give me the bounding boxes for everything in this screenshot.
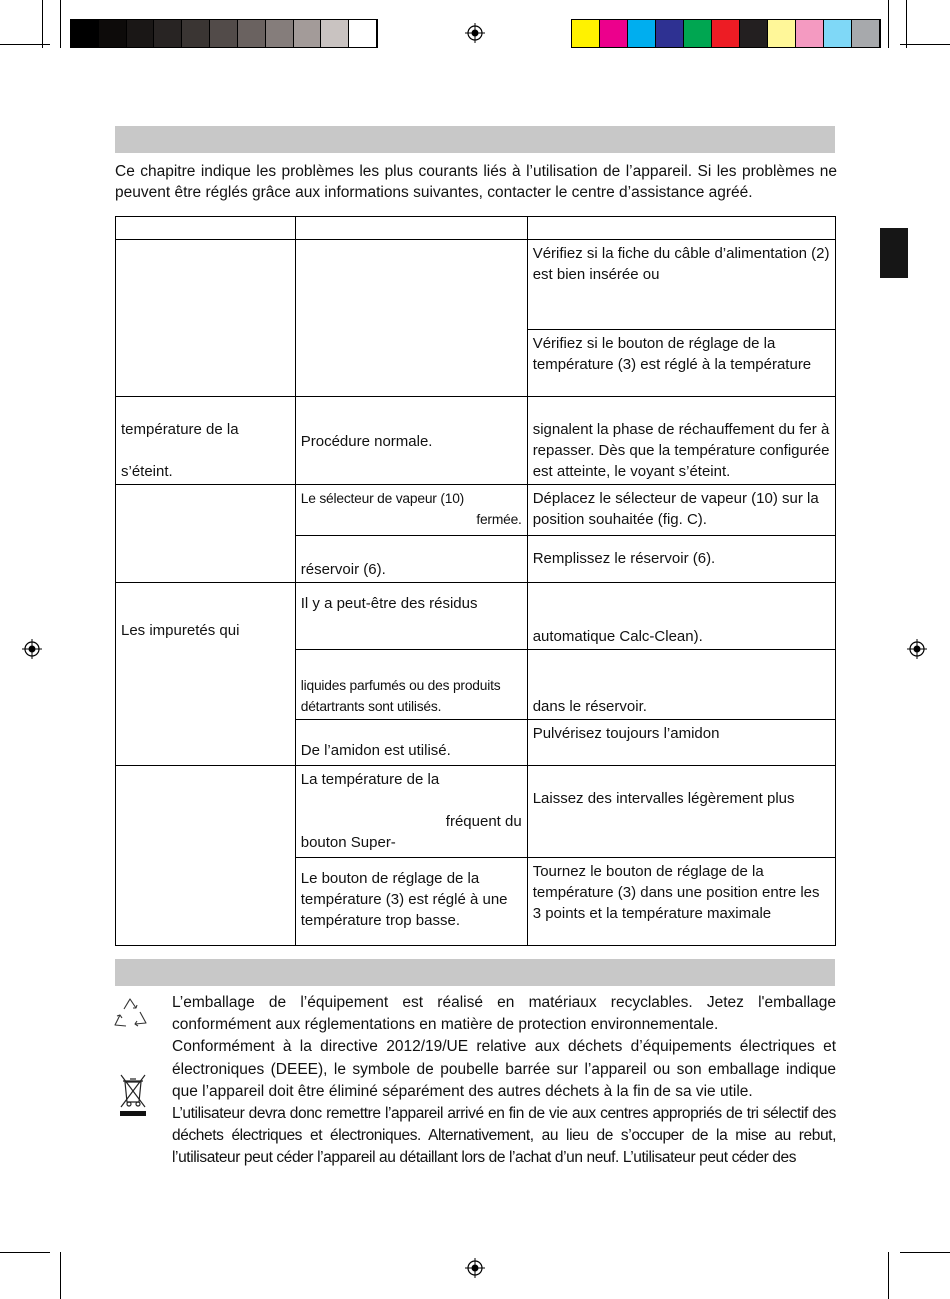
calibration-swatch: [712, 20, 740, 47]
header-cell-cause: [295, 217, 527, 240]
calibration-swatch: [572, 20, 600, 47]
problem-cell: Les impuretés qui: [116, 583, 296, 766]
calibration-swatch: [294, 20, 322, 47]
table-row: [116, 240, 836, 330]
cause-cell: [295, 766, 527, 858]
calibration-swatch: [266, 20, 294, 47]
disposal-section-header: [115, 959, 835, 986]
cause-text: fermée.: [476, 512, 522, 527]
cause-text: fréquent du: [445, 813, 522, 830]
solution-cell: signalent la phase de réchauffement du fer à repasser. Dès que la température configurée est atteinte, le voyant s’éteint.: [527, 397, 835, 485]
cause-cell: Il y a peut-être des résidus: [295, 583, 527, 650]
registration-mark-icon: [465, 1258, 485, 1278]
calibration-swatch: [71, 20, 99, 47]
troubleshooting-intro: Ce chapitre indique les problèmes les plus courants liés à l’utilisation de l’appareil. Si les problèmes ne peuvent être réglés grâce aux informations suivantes, contacter le centre d’assistance agréé.: [115, 163, 837, 201]
problem-cell: [116, 485, 296, 583]
cause-text: Le sélecteur de vapeur (10): [300, 491, 465, 506]
crop-mark: [906, 0, 907, 48]
solution-cell: Vérifiez si la fiche du câble d’alimentation (2) est bien insérée ou: [527, 240, 835, 330]
cause-text: détartrants sont utilisés.: [300, 699, 442, 714]
cause-text: La température de la: [300, 771, 440, 788]
troubleshooting-table: [115, 216, 836, 946]
cause-cell: Procédure normale.: [295, 397, 527, 485]
calibration-swatch: [628, 20, 656, 47]
registration-mark-icon: [22, 639, 42, 659]
calibration-swatch: [852, 20, 880, 47]
header-cell-problem: [116, 217, 296, 240]
grayscale-calibration-strip: [70, 19, 378, 48]
calibration-swatch: [182, 20, 210, 47]
cause-cell: [295, 485, 527, 536]
calibration-swatch: [349, 20, 377, 47]
solution-cell: Pulvérisez toujours l’amidon: [527, 720, 835, 766]
calibration-swatch: [321, 20, 349, 47]
language-tab-marker: [880, 228, 908, 278]
registration-mark-icon: [907, 639, 927, 659]
crop-mark: [888, 0, 889, 48]
solution-cell: automatique Calc-Clean).: [527, 583, 835, 650]
calibration-swatch: [768, 20, 796, 47]
solution-cell: Remplissez le réservoir (6).: [527, 536, 835, 583]
crop-mark: [888, 1252, 889, 1299]
calibration-swatch: [684, 20, 712, 47]
solution-cell: Déplacez le sélecteur de vapeur (10) sur la position souhaitée (fig. C).: [527, 485, 835, 536]
problem-cell: [116, 397, 296, 485]
cause-cell: [295, 240, 527, 397]
recycle-icon: [112, 996, 150, 1032]
calibration-swatch: [824, 20, 852, 47]
cause-cell: réservoir (6).: [295, 536, 527, 583]
crop-mark: [42, 0, 43, 48]
calibration-swatch: [127, 20, 155, 47]
disposal-paragraph: Conformément à la directive 2012/19/UE relative aux déchets d’équipements électriques et électroniques (DEEE), le symbole de poubelle barrée sur l’appareil ou son emballage indique que l’appareil doit être éliminé séparément des autres déchets à la fin de sa vie utile.: [172, 1038, 836, 1100]
color-calibration-strip: [571, 19, 881, 48]
table-row: [116, 583, 836, 650]
crop-mark: [900, 1252, 950, 1253]
cause-cell: [295, 650, 527, 720]
disposal-paragraph: L’emballage de l’équipement est réalisé en matériaux recyclables. Jetez l'emballage conformément aux réglementations en matière de protection environnementale.: [172, 994, 836, 1034]
troubleshooting-section-header: [115, 126, 835, 153]
solution-cell: Laissez des intervalles légèrement plus: [527, 766, 835, 858]
disposal-paragraph: L’utilisateur devra donc remettre l’appareil arrivé en fin de vie aux centres appropriés de tri sélectif des déchets électriques et électroniques. Alternativement, au lieu de s’occuper de la mise au rebut, l’utilisateur peut céder l’appareil au détaillant lors de l’achat d’un neuf. L’utilisateur peut céder des: [172, 1105, 836, 1167]
crop-mark: [60, 0, 61, 48]
calibration-swatch: [796, 20, 824, 47]
problem-text: température de la: [121, 421, 239, 438]
header-cell-solution: [527, 217, 835, 240]
registration-mark-icon: [465, 23, 485, 43]
table-header-row: [116, 217, 836, 240]
cause-text: bouton Super-: [300, 834, 396, 851]
solution-cell: Tournez le bouton de réglage de la température (3) dans une position entre les 3 points et la température maximale: [527, 858, 835, 946]
calibration-swatch: [600, 20, 628, 47]
cause-cell: De l’amidon est utilisé.: [295, 720, 527, 766]
problem-text: s’éteint.: [121, 463, 173, 480]
calibration-swatch: [238, 20, 266, 47]
problem-cell: [116, 766, 296, 946]
disposal-text: [172, 992, 836, 1170]
problem-cell: [116, 240, 296, 397]
crop-mark: [60, 1252, 61, 1299]
crop-mark: [0, 1252, 50, 1253]
cause-text: liquides parfumés ou des produits: [300, 678, 501, 693]
calibration-swatch: [656, 20, 684, 47]
calibration-swatch: [99, 20, 127, 47]
crossed-bin-icon: [118, 1072, 148, 1118]
calibration-swatch: [740, 20, 768, 47]
table-row: [116, 397, 836, 485]
crop-mark: [900, 44, 950, 45]
calibration-swatch: [154, 20, 182, 47]
cause-cell: Le bouton de réglage de la température (3) est réglé à une température trop basse.: [295, 858, 527, 946]
calibration-swatch: [210, 20, 238, 47]
solution-cell: dans le réservoir.: [527, 650, 835, 720]
table-row: [116, 766, 836, 858]
solution-cell: Vérifiez si le bouton de réglage de la température (3) est réglé à la température: [527, 330, 835, 397]
table-row: [116, 485, 836, 536]
